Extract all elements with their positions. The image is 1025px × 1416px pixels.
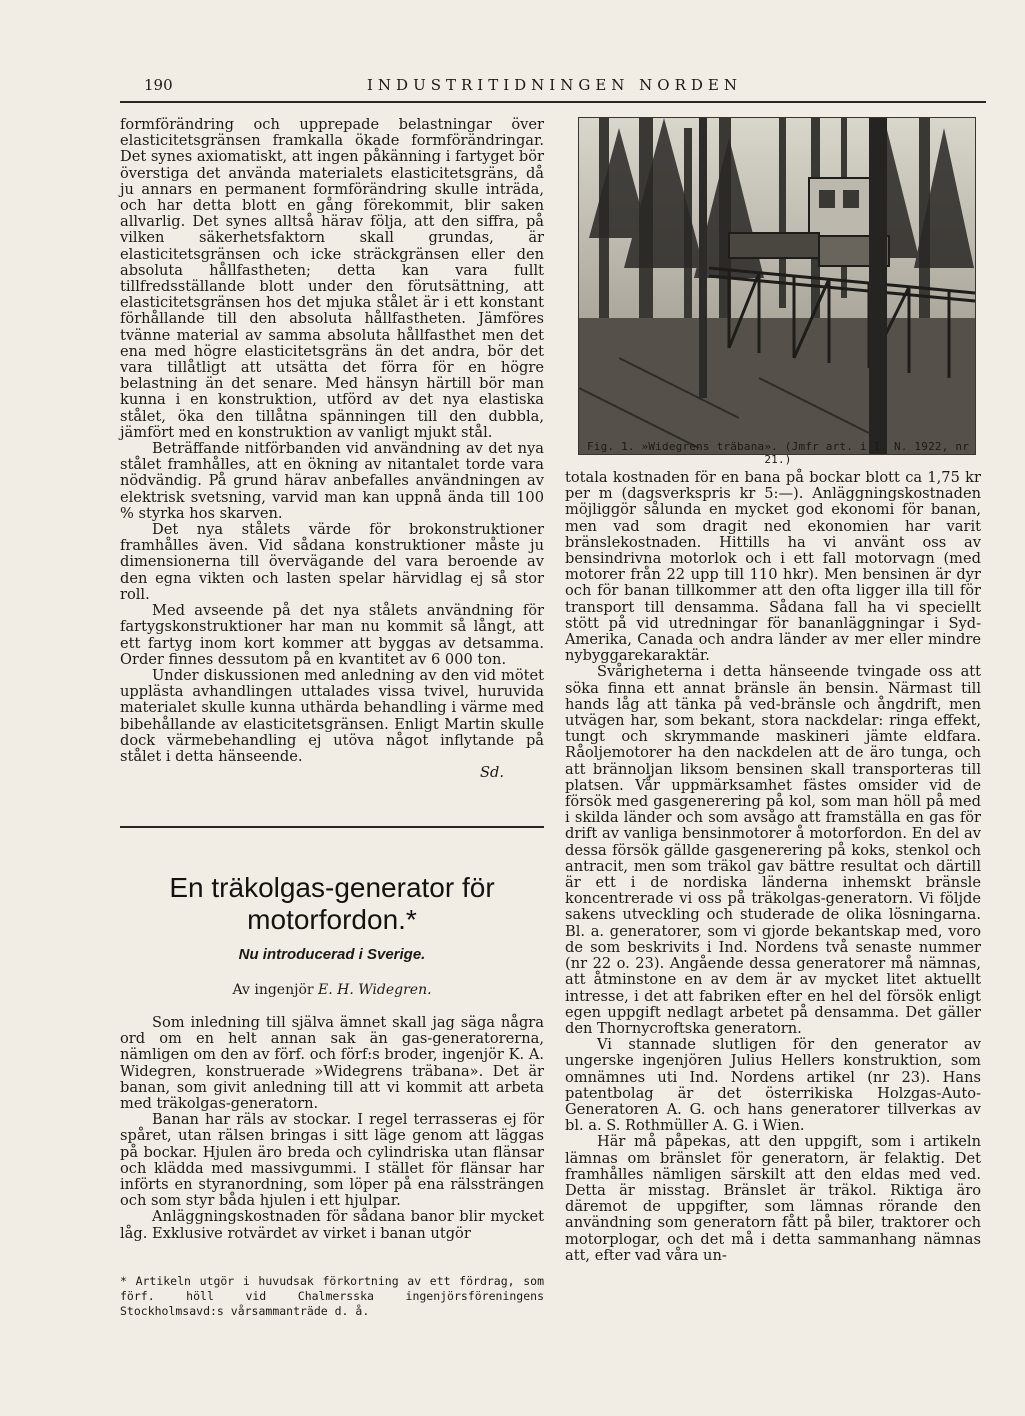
section-divider <box>120 826 544 828</box>
figure-caption: Fig. 1. »Widegrens träbana». (Jmfr art. i I. N. 1922, nr 21.) <box>586 440 970 466</box>
forest-railway-illustration <box>579 118 975 454</box>
paragraph: Vi stannade slutligen för den generator av ungerske ingenjören Julius Hellers konstruktion, som omnämnes uti Ind. Nordens artikel (nr 23). Hans patentbolag är det österrikiska Holzgas-Auto-Generatoren A. G. och hans generatorer tillverkas av bl. a. S. Rothmüller A. G. i Wien. <box>565 1036 981 1135</box>
left-column-text <box>120 117 544 781</box>
header-rule <box>120 101 986 103</box>
page-header <box>120 76 986 100</box>
paragraph: Banan har räls av stockar. I regel terrasseras ej för spåret, utan rälsen bringas i sitt läge genom att läggas på bockar. Hjulen äro breda och cylindriska utan flänsar och klädda med massivgummi. I stället för flänsar har införts en styranordning, som löper på ena rälssträngen och som styr båda hjulen i ett hjulpar. <box>120 1111 544 1210</box>
paragraph: Här må påpekas, att den uppgift, som i artikeln lämnas om bränslet för generatorn, är felaktig. Det framhålles nämligen särskilt att den eldas med ved. Detta är misstag. Bränslet är träkol. Riktiga äro däremot de uppgifter, som lämnas rörande den användning som generatorn fått på biler, traktorer och motorplogar, och det må i detta sammanhang nämnas att, efter vad våra un- <box>565 1133 981 1264</box>
paragraph: Med avseende på det nya stålets användning för fartygskonstruktioner har man nu kommit så långt, att ett fartyg inom kort kommer att byggas av detsamma. Order finnes dessutom på en kvantitet av 6 000 ton. <box>120 602 544 668</box>
paragraph: formförändring och upprepade belastningar över elasticitetsgränsen framkalla ökade formförändringar. Det synes axiomatiskt, att ingen påkänning i fartyget bör överstiga det använda materialets elasticitetsgräns, då ju annars en permanent formförändring skulle inträda, och har detta blott en gång förekommit, blir saken allvarlig. Det synes alltså härav följa, att den siffra, på vilken säkerhetsfaktorn skall grundas, är elasticitetsgränsen och icke sträckgränsen eller den absoluta hållfastheten; detta kan vara fullt tillfredsställande blott under den förutsättning, att elasticitetsgränsen hos det mjuka stålet är i ett konstant förhållande till den absoluta hållfastheten. Jämföres tvänne material av samma absoluta hållfasthet men det ena med högre elasticitetsgräns än det andra, bör det vara tillåtligt att utsätta det förra för en högre belastning än det senare. Med hänsyn härtill bör man kunna i en konstruktion, utförd av det nya elastiska stålet, öka den tillåtna spänningen till den dubbla, jämfört med en konstruktion av vanligt mjukt stål. <box>120 116 544 441</box>
figure-photo <box>578 117 976 455</box>
paragraph: Det nya stålets värde för brokonstruktioner framhålles även. Vid sådana konstruktioner måste ju dimensionerna till övervägande del vara beroende av den egna vikten och lasten spelar härvidlag ej så stor roll. <box>120 521 544 603</box>
paragraph: Beträffande nitförbanden vid användning av det nya stålet framhålles, att en ökning av nitantalet torde vara nödvändig. På grund härav anbefalles användningen av elektrisk svetsning, varvid man kan uppnå ända till 100 % styrka hos skarven. <box>120 440 544 522</box>
paragraph: totala kostnaden för en bana på bockar blott ca 1,75 kr per m (dagsverkspris kr 5:—). Anläggningskostnaden möjliggör sålunda en mycket god ekonomi för banan, men vad som dragit ned ekonomien har varit bränslekostnaden. Hittills ha vi använt oss av bensindrivna motorlok och i ett fall motorvagn (med motorer från 22 upp till 110 hkr). Men bensinen är dyr och för banan tillkommer att den ofta ligger illa till för transport till densamma. Sådana fall ha vi speciellt stött på vid utredningar för bananläggningar i Syd-Amerika, Canada och andra länder av mer eller mindre nybyggarekaraktär. <box>565 469 981 665</box>
paragraph: Som inledning till själva ämnet skall jag säga några ord om en helt annan sak än gas-generatorerna, nämligen om den av förf. och förf:s broder, ingenjör K. A. Widegren, konstruerade »Widegrens träbana». Det är banan, som givit anledning till att vi kommit att arbeta med träkolgas-generatorn. <box>120 1014 544 1113</box>
footnote: * Artikeln utgör i huvudsak förkortning av ett fördrag, som förf. höll vid Chalmersska ingenjörsföreningens Stockholmsavd:s vårsammanträde d. å. <box>120 1274 544 1318</box>
paragraph: Svårigheterna i detta hänseende tvingade oss att söka finna ett annat bränsle än bensin. Närmast till hands låg att tänka på ved-bränsle och ångdrift, men utvägen har, som bekant, stora nackdelar: ringa effekt, tungt och skrymmande maskineri jämte eldfara. Råoljemotorer ha den nackdelen att de äro tunga, och att brännoljan liksom bensinen skall transporteras till platsen. Vår uppmärksamhet fästes omsider vid de försök med gasgenerering på kol, som man höll på med i skilda länder och som avsågo att framställa en gas för drift av vanliga bensinmotorer å motorfordon. En del av dessa försök gällde gasgenerering på koks, stenkol och antracit, men som träkol gav bättre resultat och därtill är ett i de nordiska länderna inhemskt bränsle koncentrerade vi oss på träkolgas-generatorn. Vi följde sakens utveckling och studerade de olika lösningarna. Bl. a. generatorer, som vi gjorde bekantskap med, voro de som beskrivits i Ind. Nordens två senaste nummer (nr 22 o. 23). Angående dessa generatorer må nämnas, att åtminstone en av dem är av mycket litet aktuellt intresse, i det att fabriken efter en hel del försök enligt egen uppgift nedlagt arbetet på densamma. Det gäller den Thornycroftska generatorn. <box>565 663 981 1037</box>
journal-title: INDUSTRITIDNINGEN NORDEN <box>367 76 742 94</box>
article-subtitle: Nu introducerad i Sverige. <box>238 946 426 963</box>
byline-author: E. H. Widegren. <box>318 982 432 998</box>
byline-prefix: Av ingenjör <box>232 982 314 998</box>
article-left-body <box>120 1015 544 1242</box>
article-title: En träkolgas-generator för motorfordon.* <box>169 872 495 935</box>
page-number: 190 <box>144 76 173 94</box>
signature: Sd. <box>480 764 504 782</box>
article-right-body <box>565 470 981 1264</box>
byline <box>120 982 544 998</box>
paragraph: Anläggningskostnaden för sådana banor blir mycket låg. Exklusive rotvärdet av virket i banan utgör <box>120 1208 544 1242</box>
paragraph: Under diskussionen med anledning av den vid mötet upplästa avhandlingen uttalades vissa tvivel, huruvida materialet skulle kunna uthärda behandling i värme med bibehållande av elasticitetsgränsen. Enligt Martin skulle dock värmebehandling ej utöva något inflytande på stålet i detta hänseende. <box>120 666 544 765</box>
